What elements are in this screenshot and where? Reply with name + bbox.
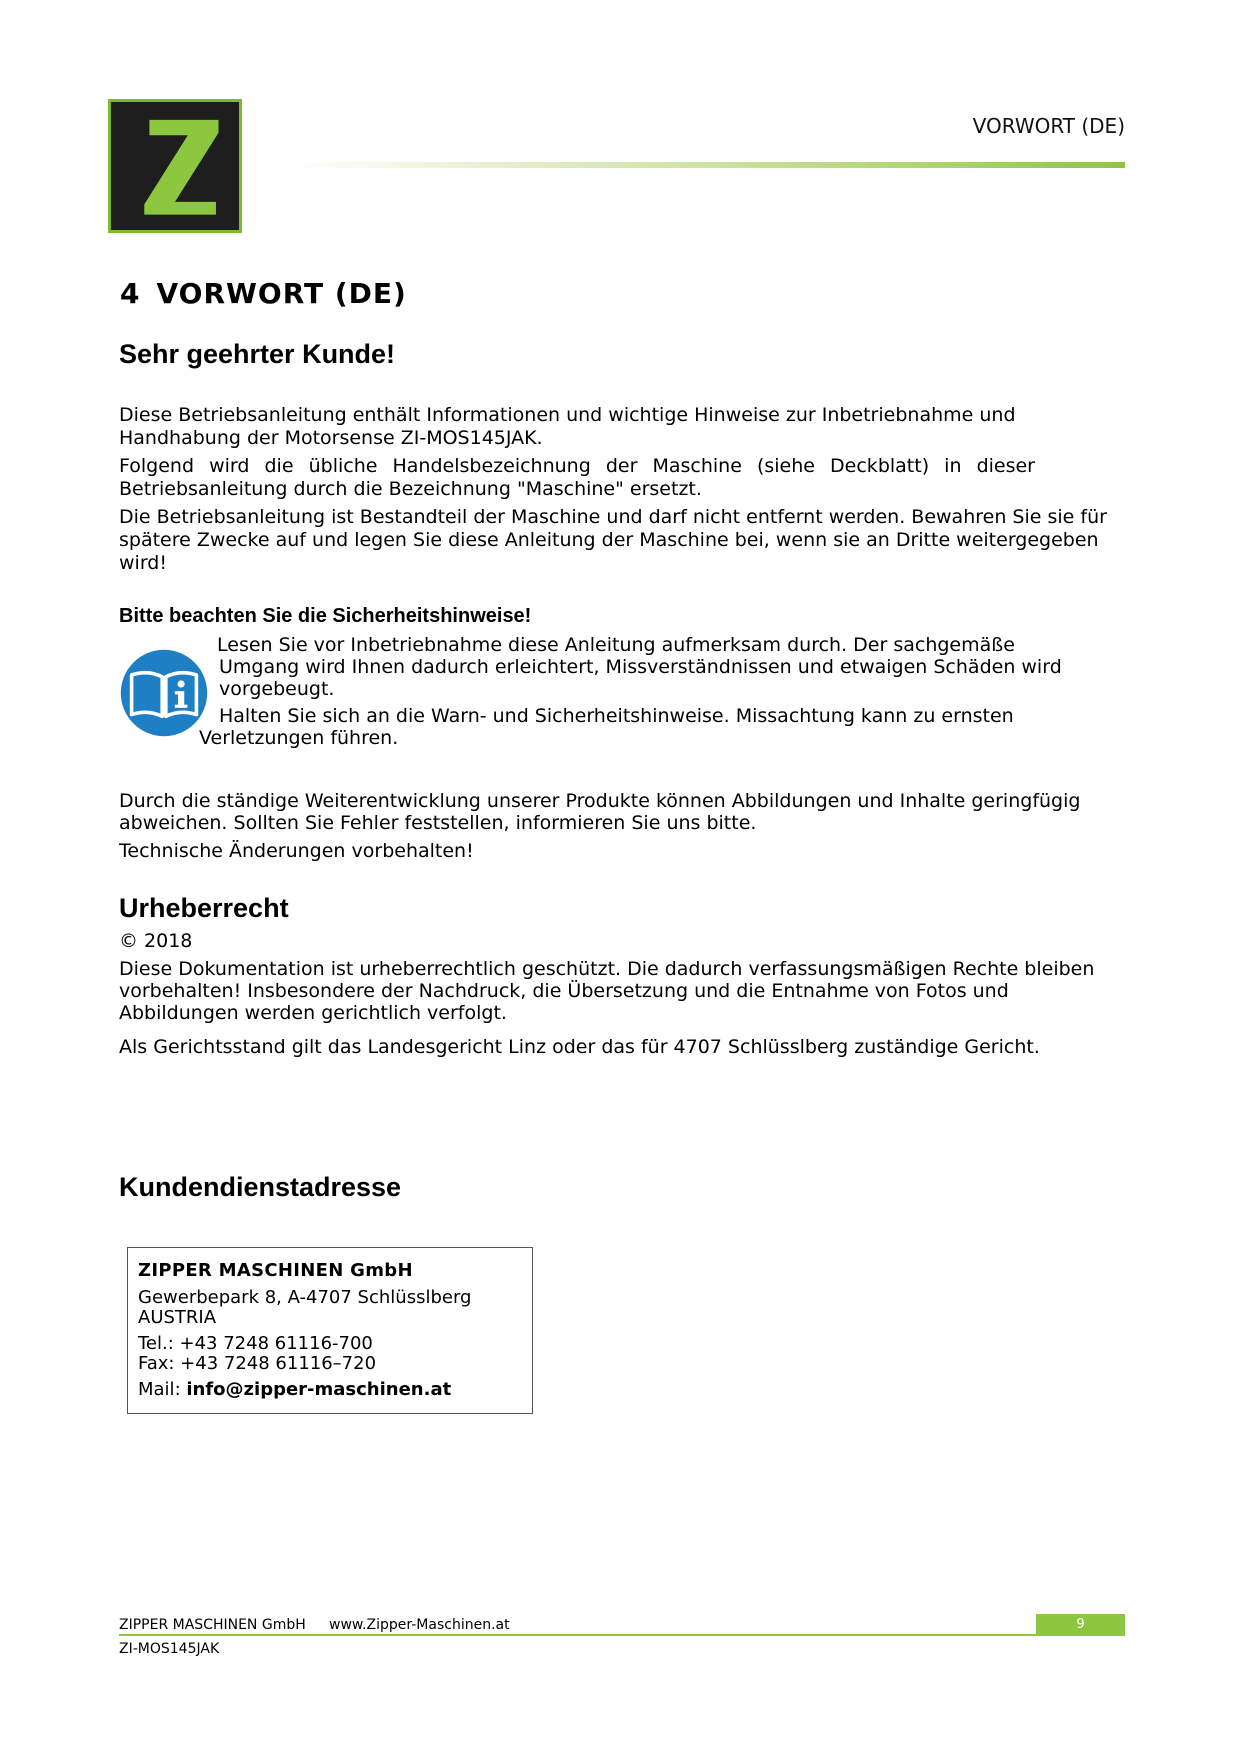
safety-heading: Bitte beachten Sie die Sicherheitshinweise!	[119, 605, 532, 627]
zipper-logo	[108, 99, 242, 233]
page-number: 9	[1036, 1614, 1125, 1635]
intro-paragraph-2	[119, 455, 1035, 501]
address-tel: Tel.: +43 7248 61116-700	[138, 1333, 373, 1354]
manual-info-icon	[119, 648, 209, 738]
service-heading: Kundendienstadresse	[119, 1172, 402, 1202]
jurisdiction-paragraph: Als Gerichtsstand gilt das Landesgericht Linz oder das für 4707 Schlüsslberg zuständige Gericht.	[119, 1036, 1040, 1058]
footer-divider	[119, 1634, 1125, 1636]
address-street: Gewerbepark 8, A-4707 Schlüsslberg	[138, 1287, 472, 1308]
copyright-heading: Urheberrecht	[119, 893, 289, 923]
mail-link[interactable]: info@zipper-maschinen.at	[186, 1379, 452, 1400]
intro-p2-line2: Betriebsanleitung durch die Bezeichnung "Maschine" ersetzt.	[119, 478, 702, 500]
safety-line-4: Halten Sie sich an die Warn- und Sicherheitshinweise. Missachtung kann zu ernsten	[219, 705, 1014, 727]
safety-text	[199, 634, 1117, 749]
safety-line-3: vorgebeugt.	[219, 678, 335, 700]
safety-line-1: Lesen Sie vor Inbetriebnahme diese Anleitung aufmerksam durch. Der sachgemäße	[217, 634, 1015, 656]
header-divider	[285, 162, 1125, 168]
address-fax: Fax: +43 7248 61116–720	[138, 1353, 377, 1374]
address-box	[127, 1247, 533, 1414]
address-mail	[138, 1380, 522, 1400]
section-number: 4	[120, 277, 141, 310]
intro-p2-line1: Folgend wird die übliche Handelsbezeichnung der Maschine (siehe Deckblatt) in dieser	[119, 455, 1035, 477]
technical-changes-note: Technische Änderungen vorbehalten!	[119, 840, 474, 862]
footer-website[interactable]: www.Zipper-Maschinen.at	[329, 1617, 510, 1633]
z-logo-icon	[111, 102, 239, 230]
copyright-paragraph: Diese Dokumentation ist urheberrechtlich geschützt. Die dadurch verfassungsmäßigen Rechte bleiben vorbehalten! Insbesondere der Nachdruck, die Übersetzung und die Entnahme von Fotos und Abbildungen werden gerichtlich verfolgt.	[119, 958, 1095, 1024]
safety-line-2: Umgang wird Ihnen dadurch erleichtert, Missverständnissen und etwaigen Schäden wird	[219, 656, 1062, 678]
intro-p1-line1: Diese Betriebsanleitung enthält Informationen und wichtige Hinweise zur Inbetriebnahme und	[119, 404, 1016, 426]
section-heading	[120, 277, 407, 310]
footer-model: ZI-MOS145JAK	[119, 1641, 220, 1657]
header-title: VORWORT (DE)	[972, 114, 1125, 138]
development-paragraph: Durch die ständige Weiterentwicklung unserer Produkte können Abbildungen und Inhalte geringfügig abweichen. Sollten Sie Fehler feststellen, informieren Sie uns bitte.	[119, 790, 1081, 834]
greeting-heading: Sehr geehrter Kunde!	[119, 339, 396, 369]
safety-line-5: Verletzungen führen.	[199, 727, 399, 749]
intro-paragraph-3: Die Betriebsanleitung ist Bestandteil der Maschine und darf nicht entfernt werden. Bewahren Sie sie für spätere Zwecke auf und legen Sie diese Anleitung der Maschine bei, wenn sie an Dritte weitergegeben wird!	[119, 506, 1107, 574]
mail-label: Mail:	[138, 1379, 187, 1400]
address-country: AUSTRIA	[138, 1307, 217, 1328]
intro-paragraph-1	[119, 404, 1109, 450]
address-company: ZIPPER MASCHINEN GmbH	[138, 1260, 413, 1281]
intro-p1-line2: Handhabung der Motorsense ZI-MOS145JAK.	[119, 427, 543, 449]
copyright-year: © 2018	[119, 930, 193, 952]
section-title: VORWORT (DE)	[156, 277, 407, 310]
footer-company: ZIPPER MASCHINEN GmbH	[119, 1617, 306, 1633]
